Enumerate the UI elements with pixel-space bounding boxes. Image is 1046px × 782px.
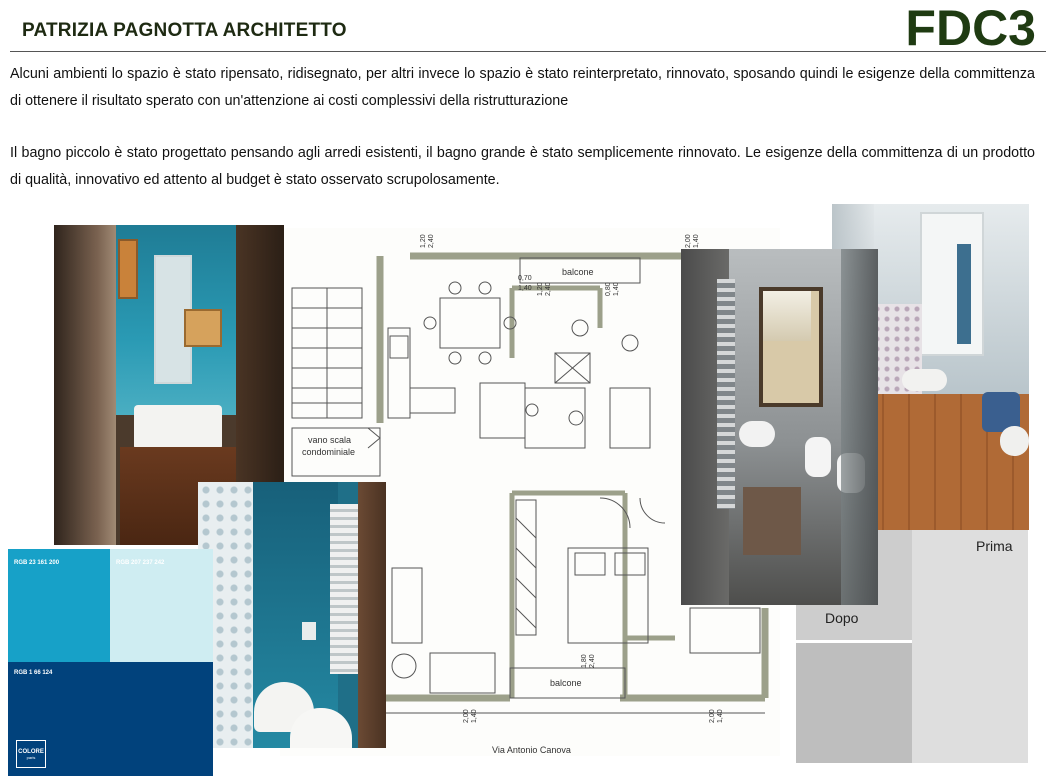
dim-3a: 1,20 bbox=[537, 282, 544, 296]
dim-6a: 2,00 bbox=[463, 709, 470, 723]
dim-8a: 2,00 bbox=[685, 234, 692, 248]
project-code: FDC3 bbox=[905, 0, 1036, 56]
paragraph-2: Il bagno piccolo è stato progettato pensando agli arredi esistenti, il bagno grande è stato semplicemente rinnovato. Le esigenze della committenza di un prodotto di qualità, innovativo ed attento al budget è stato osservato scrupolosamente. bbox=[10, 145, 1035, 188]
dim-1a: 1,20 bbox=[420, 234, 427, 248]
swatch-1-label: RGB 23 161 200 bbox=[14, 560, 60, 566]
dim-7a: 2,00 bbox=[709, 709, 716, 723]
firm-name: PATRIZIA PAGNOTTA ARCHITETTO bbox=[22, 20, 347, 41]
dim-1b: 2,40 bbox=[428, 234, 435, 248]
photo-after bbox=[681, 249, 878, 605]
label-stair-2: condominiale bbox=[302, 447, 356, 457]
label-balcone-top: balcone bbox=[562, 267, 594, 277]
photo-shower bbox=[198, 482, 386, 748]
dim-5b: 2,40 bbox=[589, 654, 596, 668]
swatch-2 bbox=[110, 549, 213, 662]
label-street: Via Antonio Canova bbox=[492, 745, 571, 755]
swatch-2-label: RGB 207 237 242 bbox=[116, 560, 165, 566]
color-palette bbox=[8, 549, 213, 776]
dim-4a: 0,80 bbox=[605, 282, 612, 296]
after-label: Dopo bbox=[825, 610, 859, 626]
label-balcone-bottom: balcone bbox=[550, 678, 582, 688]
swatch-3-label: RGB 1 66 124 bbox=[14, 670, 53, 676]
brand-name: COLORE bbox=[18, 749, 44, 755]
label-stair-1: vano scala bbox=[308, 435, 352, 445]
dim-3b: 2,40 bbox=[545, 282, 552, 296]
after-panel-lower bbox=[796, 643, 912, 763]
swatch-1 bbox=[8, 549, 110, 662]
dim-6b: 1,40 bbox=[471, 709, 478, 723]
brand-sub: paris bbox=[26, 755, 36, 760]
dim-8b: 1,40 bbox=[693, 234, 700, 248]
dim-4b: 1,40 bbox=[613, 282, 620, 296]
paragraph-1: Alcuni ambienti lo spazio è stato ripensato, ridisegnato, per altri invece lo spazio è stato reinterpretato, rinnovato, sposando quindi le esigenze della committenza di ottenere il risultato sperato con un'attenzione ai costi complessivi della ristrutturazione bbox=[10, 66, 1035, 109]
dim-2b: 1,40 bbox=[518, 285, 532, 292]
dim-5a: 1,80 bbox=[581, 654, 588, 668]
dim-7b: 1,40 bbox=[717, 709, 724, 723]
before-panel bbox=[912, 528, 1028, 763]
brand-logo bbox=[16, 740, 46, 768]
dim-2a: 0,70 bbox=[518, 275, 532, 282]
before-label: Prima bbox=[976, 538, 1013, 554]
swatch-3 bbox=[8, 662, 213, 776]
header-rule bbox=[10, 51, 1046, 52]
